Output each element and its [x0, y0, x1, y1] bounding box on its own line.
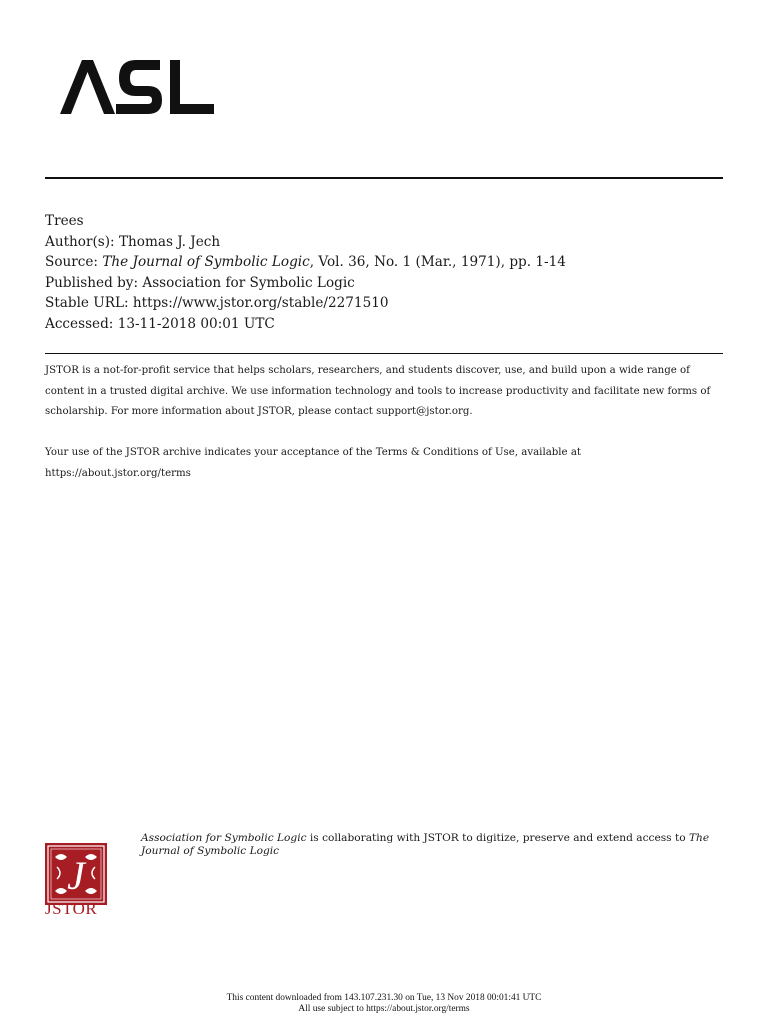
stable-url-link[interactable]: https://www.jstor.org/stable/2271510 — [132, 295, 389, 312]
article-url-line — [45, 293, 725, 314]
article-metadata — [45, 211, 725, 335]
notice-divider — [45, 353, 723, 354]
publisher-name: Association for Symbolic Logic — [142, 274, 355, 291]
terms-link[interactable]: https://about.jstor.org/terms — [45, 467, 191, 479]
author-name: Thomas J. Jech — [118, 233, 221, 250]
download-footer — [0, 993, 768, 1015]
collab-text: is collaborating with JSTOR to digitize, preserve and extend access to — [306, 832, 689, 844]
collab-journal: The Journal of Symbolic Logic — [141, 832, 710, 858]
jstor-wordmark: JSTOR — [45, 899, 98, 918]
publisher-label: Published by: — [45, 274, 139, 291]
terms-notice-text: Your use of the JSTOR archive indicates your acceptance of the Terms & Conditions of Use, available at — [45, 447, 581, 458]
asl-logo-icon — [58, 56, 216, 118]
journal-name: The Journal of Symbolic Logic — [102, 254, 310, 271]
article-publisher-line — [45, 273, 725, 294]
article-source-line — [45, 252, 725, 273]
footer-line-terms: All use subject to https://about.jstor.org/terms — [298, 1004, 470, 1014]
source-label: Source: — [45, 254, 98, 271]
article-accessed-line — [45, 314, 725, 335]
accessed-label: Accessed: — [45, 315, 114, 332]
terms-notice-paragraph — [45, 443, 725, 484]
source-detail: , Vol. 36, No. 1 (Mar., 1971), pp. 1-14 — [309, 254, 566, 271]
accessed-date: 13-11-2018 00:01 UTC — [117, 315, 275, 332]
footer-line-download: This content downloaded from 143.107.231.30 on Tue, 13 Nov 2018 00:01:41 UTC — [226, 993, 542, 1003]
jstor-notice-paragraph: JSTOR is a not-for-profit service that helps scholars, researchers, and students discover, use, and build upon a wide range of content in a trusted digital archive. We use information technology and tools to increase productivity and facilitate new forms of scholarship. For more information about JSTOR, please contact support@jstor.org. — [45, 365, 711, 417]
collaboration-statement — [141, 832, 726, 858]
svg-text:J: J — [67, 853, 85, 898]
article-author-line — [45, 232, 725, 253]
collab-org: Association for Symbolic Logic — [141, 832, 307, 844]
header-divider — [45, 177, 723, 179]
article-title: Trees — [45, 213, 84, 229]
author-label: Author(s): — [45, 233, 115, 250]
url-label: Stable URL: — [45, 295, 129, 312]
